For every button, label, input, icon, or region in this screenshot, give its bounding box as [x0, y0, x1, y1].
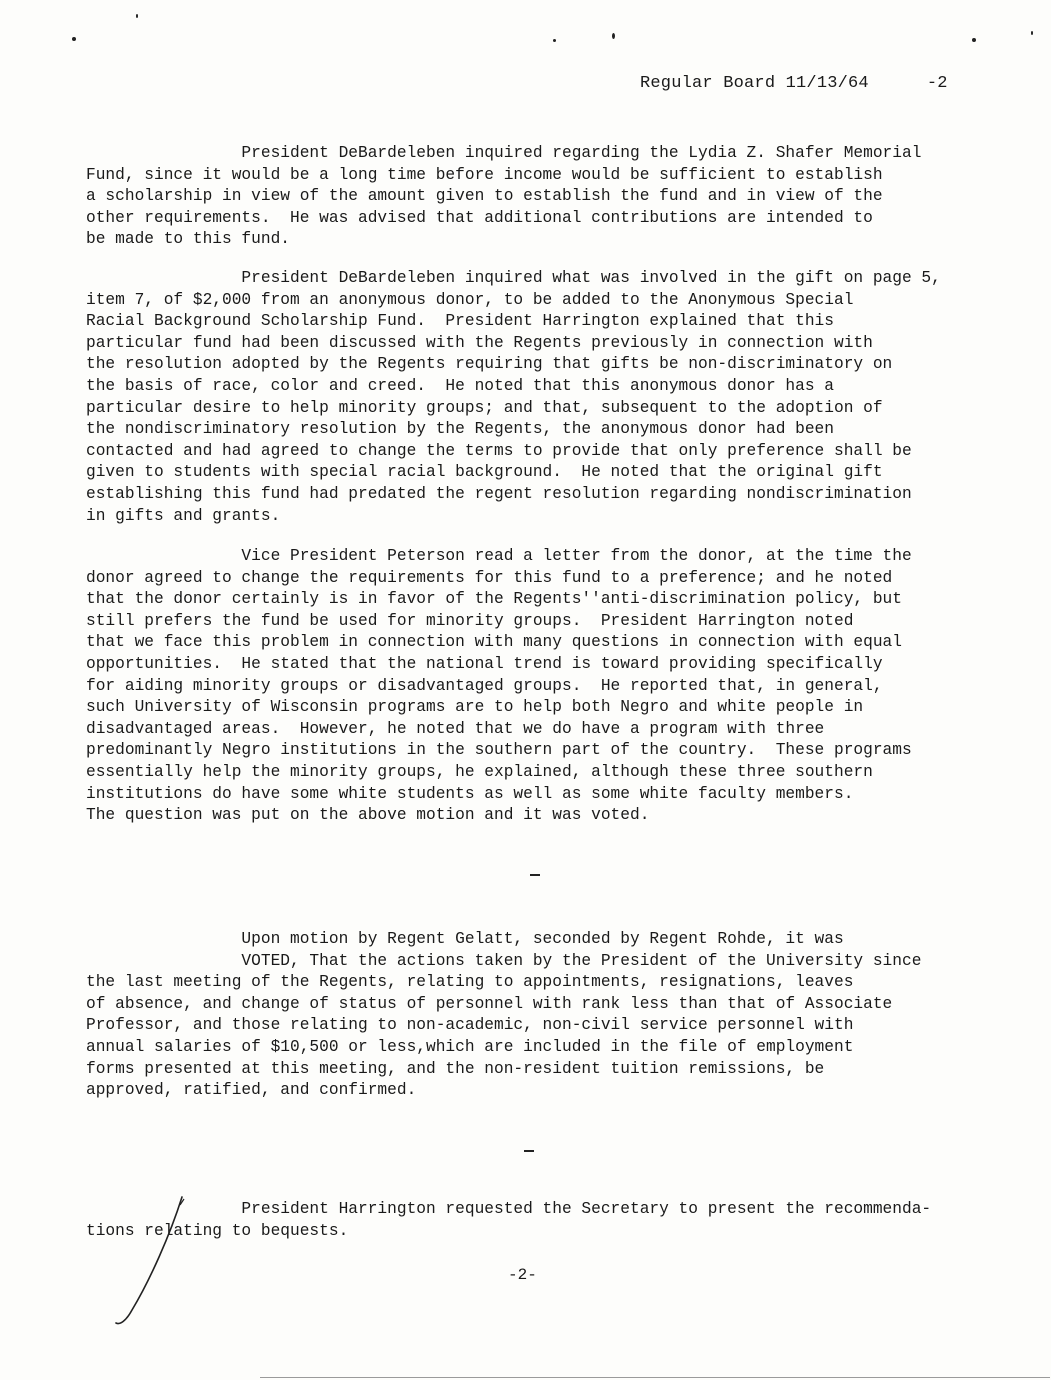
scan-speck: [136, 14, 138, 18]
scan-speck: [553, 39, 556, 42]
scan-speck: [72, 37, 76, 41]
handwritten-mark: [110, 1195, 190, 1340]
footer-page-number: -2-: [508, 1266, 537, 1284]
paragraph-peterson-letter: Vice President Peterson read a letter from the donor, at the time the donor agreed to change the requirements for this fund to a preference; and he noted that the donor certainly is in favor of the Regents''anti-discrimination policy, but still prefers the fund be used for minority groups. President Harrington noted that we face this problem in connection with many questions in connection with equal opportunities. He stated that the national trend is toward providing specifically for aiding minority groups or disadvantaged groups. He reported that, in general, such University of Wisconsin programs are to help both Negro and white people in disadvantaged areas. However, he noted that we do have a program with three predominantly Negro institutions in the southern part of the country. These programs essentially help the minority groups, he explained, although these three southern institutions do have some white students as well as some white faculty members. The question was put on the above motion and it was voted.: [86, 547, 912, 825]
paragraph-bequests-request: President Harrington requested the Secretary to present the recommenda- tions relating to bequests.: [86, 1200, 932, 1240]
section-separator: [530, 874, 540, 876]
scan-edge-line: [260, 1377, 1050, 1378]
scan-speck: [1031, 31, 1033, 35]
header-page-ref: -2: [926, 74, 948, 93]
paragraph-voted-motion: Upon motion by Regent Gelatt, seconded by Regent Rohde, it was VOTED, That the actions taken by the President of the University since the last meeting of the Regents, relating to appointments, resignations, leaves of absence, and change of status of personnel with rank less than that of Associate Professor, and those relating to non-academic, non-civil service personnel with annual salaries of $10,500 or less,which are included in the file of employment forms presented at this meeting, and the non-resident tuition remissions, be approved, ratified, and confirmed.: [86, 930, 922, 1100]
paragraph-shafer-fund: President DeBardeleben inquired regarding the Lydia Z. Shafer Memorial Fund, since it would be a long time before income would be sufficient to establish a scholarship in view of the amount given to establish the fund and in view of the other requirements. He was advised that additional contributions are intended to be made to this fund.: [86, 144, 922, 249]
page-header: [640, 74, 948, 93]
scan-speck: [612, 33, 615, 39]
scan-speck: [972, 38, 976, 42]
paragraph-anonymous-gift: President DeBardeleben inquired what was involved in the gift on page 5, item 7, of $2,000 from an anonymous donor, to be added to the Anonymous Special Racial Background Scholarship Fund. President Harrington explained that this particular fund had been discussed with the Regents previously in connection with the resolution adopted by the Regents requiring that gifts be non-discriminatory on the basis of race, color and creed. He noted that this anonymous donor has a particular desire to help minority groups; and that, subsequent to the adoption of the nondiscriminatory resolution by the Regents, the anonymous donor had been contacted and had agreed to change the terms to provide that only preference shall be given to students with special racial background. He noted that the original gift establishing this fund had predated the regent resolution regarding nondiscrimination in gifts and grants.: [86, 269, 941, 525]
board-meeting-label: Regular Board 11/13/64: [640, 74, 869, 93]
section-separator: [524, 1150, 534, 1152]
